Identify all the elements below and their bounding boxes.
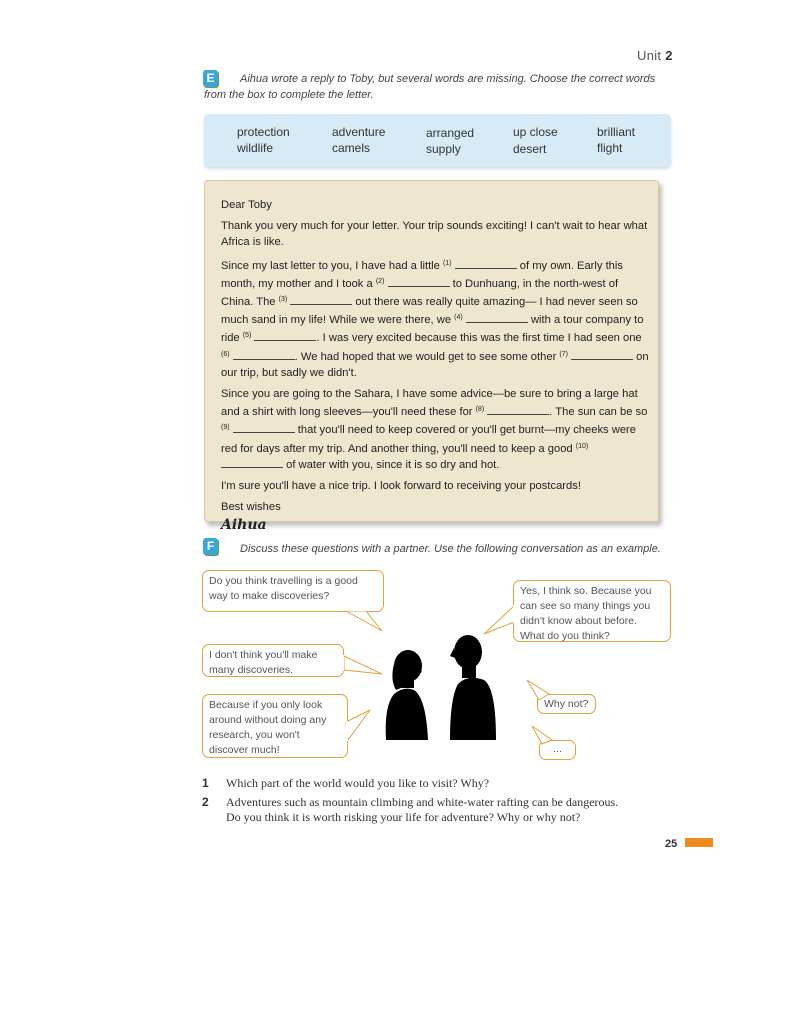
section-f-instruction: Discuss these questions with a partner. Use the following conversation as an example. xyxy=(240,543,661,555)
letter-paragraph-3: Since you are going to the Sahara, I have some advice—be sure to bring a large hat and a shirt with long sleeves—you'll need these for $^{(8)}$ . The sun can be so $^{(9)}$ that you'll need to keep covered or you'll get burnt—my cheeks were red for days after my trip. And another thing, you'll need to keep a good $^{(10)}$ of water with you, since it is so dry and hot. xyxy=(221,388,648,471)
letter-paragraph-4: I'm sure you'll have a nice trip. I look forward to receiving your postcards! xyxy=(221,480,581,493)
speech-bubble-1: Do you think travelling is a good way to make discoveries? xyxy=(202,570,384,612)
speech-bubble-3: I don't think you'll make many discoveries. xyxy=(202,644,344,677)
word-option: supply xyxy=(426,142,461,156)
blank-number: (10) xyxy=(575,442,589,450)
blank-number: (5) xyxy=(242,332,252,340)
word-option: protection xyxy=(237,125,290,139)
answer-blank xyxy=(233,350,295,360)
letter-paragraph-1: Thank you very much for your letter. Your trip sounds exciting! I can't wait to hear what Africa is like. xyxy=(221,220,648,249)
answer-blank xyxy=(487,405,549,415)
answer-blank xyxy=(455,259,517,269)
blank-number: (2) xyxy=(375,277,385,285)
man-silhouette xyxy=(450,635,496,740)
section-f-badge: F xyxy=(203,538,218,555)
question-text: Which part of the world would you like to visit? Why? xyxy=(226,776,490,790)
question-2 xyxy=(202,795,662,843)
question-number: 2 xyxy=(202,795,209,809)
unit-header xyxy=(637,48,673,63)
bubble-tail xyxy=(528,722,558,752)
answer-blank xyxy=(233,423,295,433)
section-e-instruction-line2: from the box to complete the letter. xyxy=(204,89,374,101)
answer-blank xyxy=(571,350,633,360)
word-option: arranged xyxy=(426,126,475,140)
word-option: up close xyxy=(513,125,558,139)
word-option: desert xyxy=(513,142,547,156)
answer-blank xyxy=(290,295,352,305)
page-number-accent-bar xyxy=(685,838,713,847)
speech-bubble-4: Why not? xyxy=(537,694,596,714)
question-1 xyxy=(202,776,662,792)
question-number: 1 xyxy=(202,776,209,790)
blank-number: (6) xyxy=(221,350,230,358)
section-e-badge: E xyxy=(203,70,218,87)
speech-bubble-2: Yes, I think so. Because you can see so many things you didn't know about before. What do you think? xyxy=(513,580,671,642)
blank-number: (7) xyxy=(559,350,568,358)
word-box xyxy=(204,114,671,167)
answer-blank xyxy=(388,277,450,287)
speech-bubble-6: ... xyxy=(539,740,576,760)
question-text: Adventures such as mountain climbing and white-water rafting can be dangerous. Do you think it is worth risking your life for adventure? Why or why not? xyxy=(226,795,619,824)
bubble-tail xyxy=(340,706,380,746)
word-option: camels xyxy=(332,141,371,155)
unit-number: 2 xyxy=(665,48,673,63)
word-option: adventure xyxy=(332,125,386,139)
blank-number: (9) xyxy=(221,424,230,432)
answer-blank xyxy=(254,331,316,341)
page-number: 25 xyxy=(665,838,678,850)
answer-blank xyxy=(221,458,283,468)
letter-greeting: Dear Toby xyxy=(221,199,272,211)
letter-paragraph-2: Since my last letter to you, I have had a little $^{(1)}$ of my own. Early this month, my mother and I took a $^{(2)}$ to Dunhuang, in the north-west of China. The $^{(3)}$ out there was really quite amazing— I had never seen so much sand in my life! While we were there, we $^{(4)}$ with a tour company to ride $^{(5)}$ . I was very excited because this was the first time I had seen one $^{(6)}$ . We had hoped that we would get to see some other $^{(7)}$ on our trip, but sadly we didn't. xyxy=(221,259,649,379)
blank-number: (3) xyxy=(278,296,288,304)
letter-signature: Aihua xyxy=(221,517,267,534)
section-e-instruction-line1: Aihua wrote a reply to Toby, but several words are missing. Choose the correct words xyxy=(240,73,656,85)
answer-blank xyxy=(466,313,528,323)
unit-label: Unit xyxy=(637,48,662,63)
blank-number: (4) xyxy=(454,314,463,322)
word-option: wildlife xyxy=(237,141,274,155)
word-option: brilliant xyxy=(597,125,636,139)
bubble-tail xyxy=(525,676,555,706)
word-option: flight xyxy=(597,141,623,155)
speech-bubble-5: Because if you only look around without doing any research, you won't discover much! xyxy=(202,694,348,758)
woman-silhouette xyxy=(386,650,428,740)
blank-number: (1) xyxy=(443,259,452,267)
people-silhouette-illustration xyxy=(380,628,520,740)
letter-closing: Best wishes xyxy=(221,501,281,514)
letter-card xyxy=(204,180,659,534)
blank-number: (8) xyxy=(475,406,485,414)
letter-body xyxy=(221,197,649,534)
